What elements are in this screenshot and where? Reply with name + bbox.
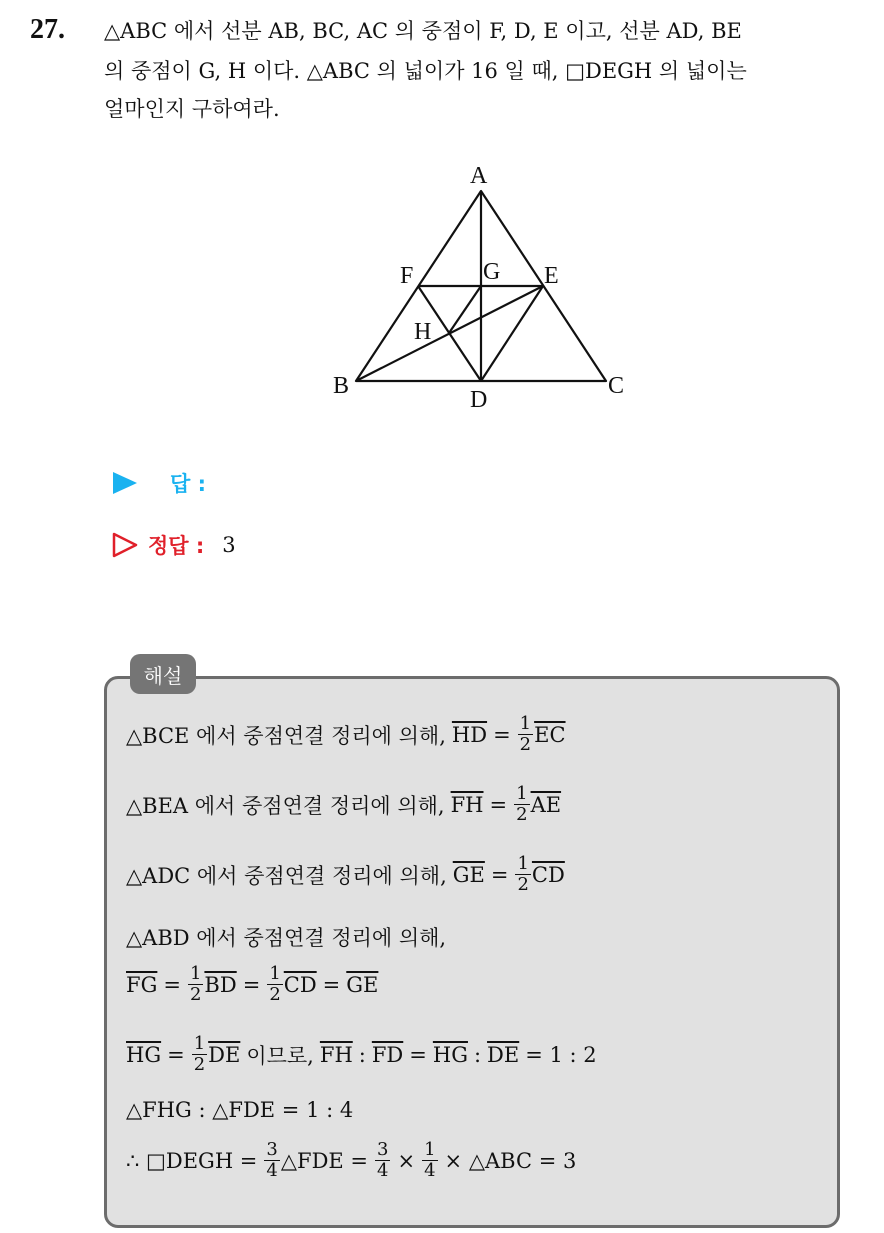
label-a: A: [470, 163, 488, 189]
segment: $\overline{FH}$: [450, 792, 484, 817]
equals: =: [242, 972, 261, 997]
solution-line-4: [126, 922, 446, 952]
segment: $\overline{CD}$: [283, 972, 317, 997]
correct-answer-row: [110, 530, 236, 560]
fraction: $\frac{1}{2}$: [269, 963, 281, 1005]
colon: :: [473, 1042, 482, 1067]
segment: $\overline{HG}$: [432, 1042, 468, 1067]
question-line-3: 얼마인지 구하여라.: [104, 97, 280, 121]
solution-line-2: [126, 784, 561, 825]
segment: $\overline{EC}$: [534, 722, 566, 747]
segment: $\overline{FH}$: [319, 1042, 353, 1067]
segment: $\overline{FG}$: [126, 972, 158, 997]
solution-line-8: [126, 1140, 576, 1181]
segment: $\overline{FD}$: [371, 1042, 404, 1067]
solution-line-5: [126, 964, 378, 1005]
question-line-1: △ABC 에서 선분 AB, BC, AC 의 중점이 F, D, E 이고, 선분 AD, BE: [104, 19, 742, 43]
label-c: C: [608, 373, 625, 399]
segment: $\overline{GE}$: [452, 862, 485, 887]
question-line-2: 의 중점이 G, H 이다. △ABC 의 넓이가 16 일 때, □DEGH 의 넓이는: [104, 59, 747, 83]
outline-arrow-icon: [110, 530, 140, 560]
text: △ADC 에서 중점연결 정리에 의해,: [126, 863, 447, 888]
segment: $\overline{CD}$: [531, 862, 565, 887]
correct-answer-label: 정답 :: [148, 534, 205, 558]
answer-row: [110, 468, 206, 498]
segment: $\overline{HG}$: [126, 1042, 162, 1067]
correct-answer-value: 3: [222, 533, 236, 557]
label-d: D: [470, 387, 488, 413]
segment: $\overline{DE}$: [208, 1042, 241, 1067]
solution-line-1: [126, 714, 566, 755]
fraction: $\frac{1}{2}$: [189, 963, 202, 1005]
question-number: 27.: [30, 14, 65, 45]
segment: $\overline{HD}$: [451, 722, 488, 747]
equals: =: [490, 862, 509, 887]
text: △ABD 에서 중점연결 정리에 의해,: [126, 926, 447, 950]
fraction: $\frac{1}{2}$: [193, 1033, 206, 1075]
equals: =: [322, 972, 341, 997]
triangle-figure: [320, 155, 640, 415]
solution-tab: 해설: [130, 654, 196, 694]
colon: :: [358, 1042, 366, 1067]
text: △FHG : △FDE = 1 : 4: [126, 1098, 354, 1122]
ratio: = 1 : 2: [525, 1042, 597, 1067]
label-g: G: [483, 259, 501, 285]
fraction: $\frac{1}{2}$: [516, 783, 528, 825]
equals: =: [493, 722, 511, 747]
text: 이므로,: [246, 1043, 314, 1068]
label-e: E: [544, 263, 559, 289]
fraction: $\frac{1}{2}$: [519, 713, 532, 755]
text: × △ABC = 3: [444, 1148, 577, 1173]
equals: =: [167, 1042, 185, 1067]
equals: =: [163, 972, 181, 997]
text: ∴ □DEGH =: [126, 1148, 258, 1173]
times: ×: [397, 1148, 416, 1173]
segment: $\overline{GE}$: [346, 972, 379, 997]
solution-line-7: [126, 1098, 353, 1122]
fraction: $\frac{3}{4}$: [266, 1139, 278, 1181]
solution-line-6: [126, 1034, 597, 1075]
equals: =: [409, 1042, 427, 1067]
play-arrow-icon: [110, 468, 140, 498]
segment-ed: [481, 286, 543, 381]
text: △BCE 에서 중점연결 정리에 의해,: [126, 723, 446, 748]
segment: $\overline{AE}$: [530, 792, 562, 817]
solution-line-3: [126, 854, 565, 895]
fraction: $\frac{3}{4}$: [377, 1139, 389, 1181]
label-h: H: [414, 319, 432, 345]
segment: $\overline{DE}$: [487, 1042, 520, 1067]
fraction: $\frac{1}{4}$: [424, 1139, 436, 1181]
answer-label: 답 :: [170, 472, 206, 496]
fraction: $\frac{1}{2}$: [517, 853, 529, 895]
label-b: B: [333, 373, 350, 399]
equals: =: [489, 792, 508, 817]
text: △FDE =: [280, 1148, 369, 1173]
label-f: F: [400, 263, 414, 289]
text: △BEA 에서 중점연결 정리에 의해,: [126, 793, 445, 818]
segment: $\overline{BD}$: [204, 972, 237, 997]
